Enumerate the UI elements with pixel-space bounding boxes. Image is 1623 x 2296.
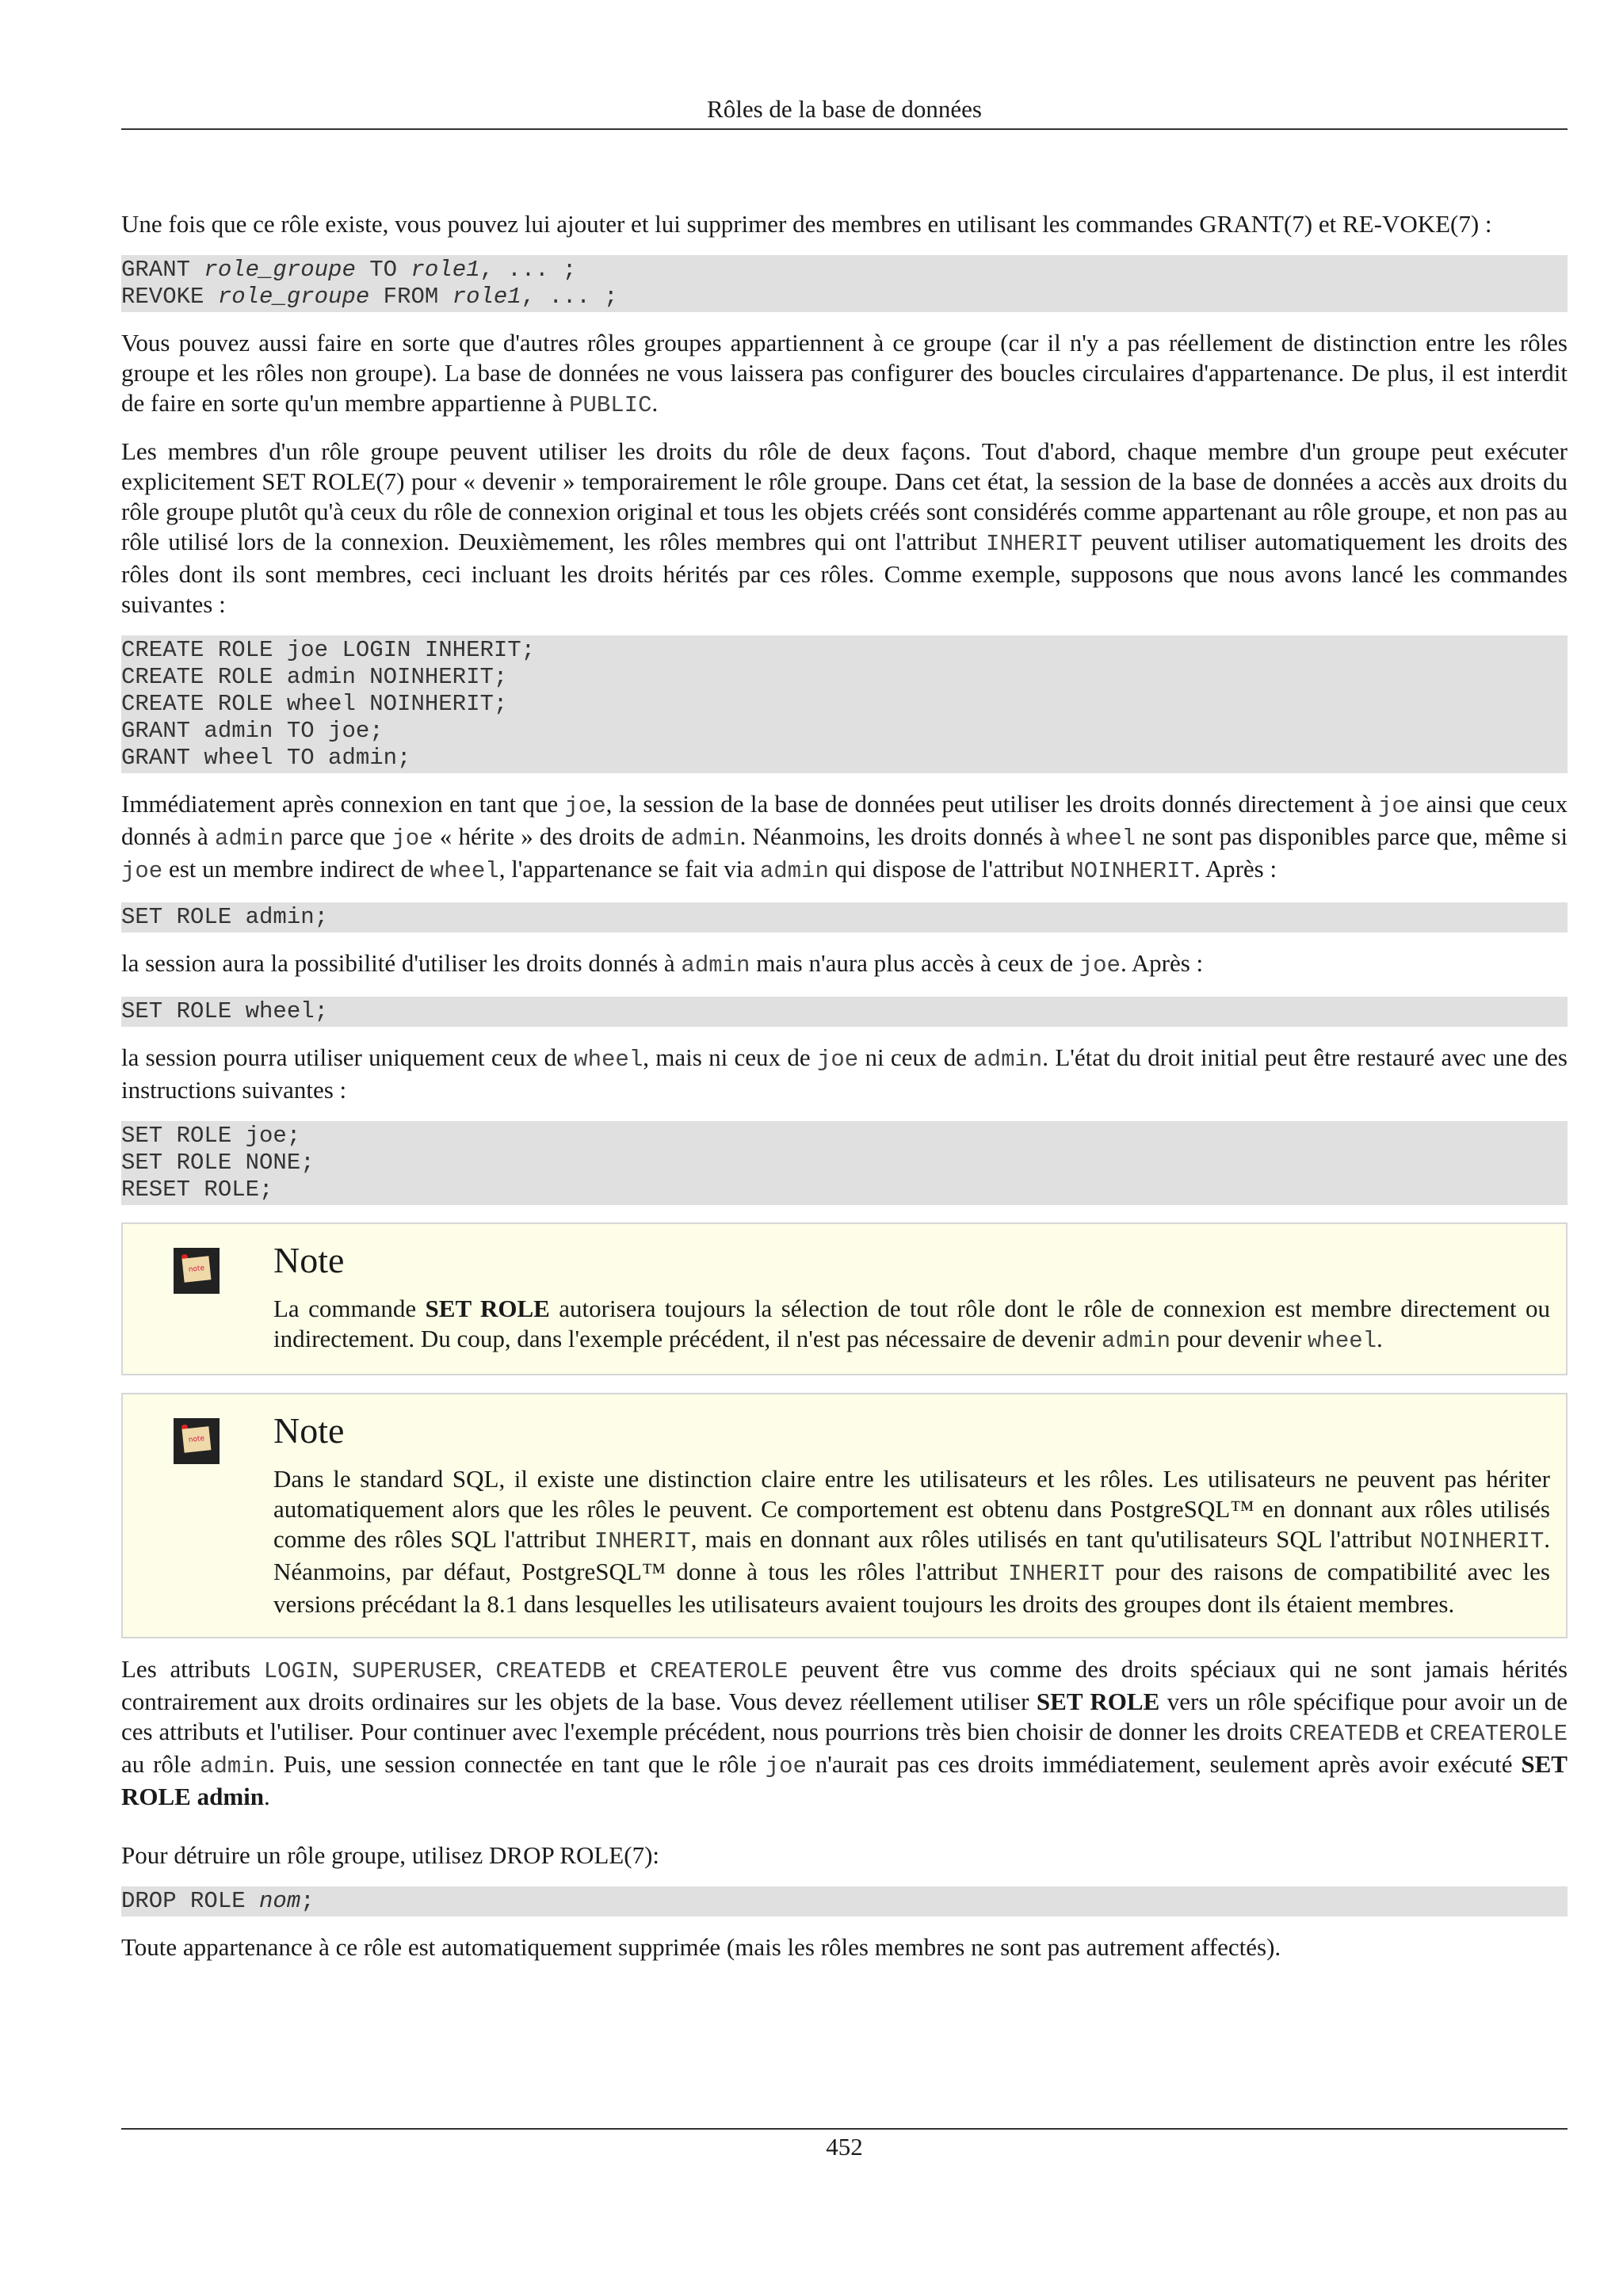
code-line: GRANT admin TO joe;	[121, 718, 384, 744]
inline-code: wheel	[1067, 826, 1136, 852]
code-line: DROP ROLE nom;	[121, 1888, 315, 1914]
inline-code: admin	[681, 952, 750, 978]
code-line: REVOKE role_groupe FROM role1, ... ;	[121, 284, 618, 310]
note-icon	[174, 1418, 220, 1464]
inline-code: SUPERUSER	[352, 1658, 476, 1684]
inline-code: PUBLIC	[569, 392, 652, 418]
inline-code: admin	[973, 1047, 1043, 1073]
inline-code: INHERIT	[594, 1528, 691, 1554]
inline-code: joe	[765, 1753, 807, 1779]
note-icon	[174, 1248, 220, 1294]
paragraph: la session pourra utiliser uniquement ceux de wheel, mais ni ceux de joe ni ceux de admin. L'état du droit initial peut être restauré avec une des instructions suivantes :	[121, 1043, 1568, 1104]
bold-text: SET ROLE	[1036, 1688, 1160, 1715]
paragraph: Les attributs LOGIN, SUPERUSER, CREATEDB et CREATEROLE peuvent être vus comme des droits spéciaux qui ne sont jamais hérités contrairement aux droits ordinaires sur les objets de la base. Vous devez réellement utiliser SET ROLE vers un rôle spécifique pour avoir un de ces attributs et l'utiliser. Pour continuer avec l'exemple précédent, nous pourrions très bien choisir de donner les droits CREATEDB et CREATEROLE au rôle admin. Puis, une session connectée en tant que le rôle joe n'aurait pas ces droits immédiatement, seulement après avoir exécuté SET ROLE admin.	[121, 1655, 1568, 1810]
italic-text: role1	[452, 284, 521, 310]
code-line: RESET ROLE;	[121, 1177, 273, 1203]
page-content	[121, 209, 1568, 1978]
code-block	[121, 635, 1568, 773]
bold-text: SET ROLE admin	[121, 1750, 1568, 1810]
inline-code: INHERIT	[986, 531, 1083, 557]
code-block	[121, 255, 1568, 312]
inline-code: joe	[391, 826, 433, 852]
note-icon-label: note	[182, 1426, 212, 1452]
paragraph: Pour détruire un rôle groupe, utilisez DROP ROLE(7):	[121, 1841, 660, 1869]
inline-code: LOGIN	[263, 1658, 333, 1684]
paragraph: Toute appartenance à ce rôle est automatiquement supprimée (mais les rôles membres ne sont pas autrement affectés).	[121, 1933, 1281, 1961]
running-header: Rôles de la base de données	[707, 95, 982, 123]
note-box	[121, 1393, 1568, 1638]
inline-code: CREATEDB	[1289, 1721, 1400, 1747]
code-line: GRANT role_groupe TO role1, ... ;	[121, 257, 577, 283]
note-icon-label: note	[182, 1256, 212, 1282]
inline-code: CREATEROLE	[650, 1658, 789, 1684]
italic-text: role_groupe	[217, 284, 370, 310]
paragraph: Une fois que ce rôle existe, vous pouvez lui ajouter et lui supprimer des membres en utilisant les commandes GRANT(7) et RE-VOKE(7) :	[121, 210, 1492, 238]
code-line: SET ROLE admin;	[121, 904, 329, 930]
inline-code: CREATEDB	[495, 1658, 606, 1684]
code-block	[121, 1121, 1568, 1205]
code-line: CREATE ROLE wheel NOINHERIT;	[121, 691, 508, 717]
code-block	[121, 997, 1568, 1027]
header-rule	[121, 128, 1568, 130]
paragraph: la session aura la possibilité d'utiliser les droits donnés à admin mais n'aura plus accès à ceux de joe. Après :	[121, 949, 1204, 978]
italic-text: role1	[411, 257, 480, 283]
code-line: GRANT wheel TO admin;	[121, 745, 411, 771]
inline-code: admin	[759, 858, 829, 884]
inline-code: admin	[670, 826, 740, 852]
code-line: SET ROLE NONE;	[121, 1150, 315, 1176]
note-title: Note	[273, 1240, 345, 1280]
paragraph: Les membres d'un rôle groupe peuvent utiliser les droits du rôle de deux façons. Tout d'abord, chaque membre d'un groupe peut exécuter explicitement SET ROLE(7) pour « devenir » temporairement le rôle groupe. Dans cet état, la session de la base de données a accès aux droits du rôle groupe plutôt qu'à ceux du rôle de connexion original et tous les objets créés sont considérés comme appartenant au rôle groupe, et non pas au rôle utilisé lors de la connexion. Deuxièmement, les rôles membres qui ont l'attribut INHERIT peuvent utiliser automatiquement les droits des rôles dont ils sont membres, ceci incluant les droits hérités par ces rôles. Comme exemple, supposons que nous avons lancé les commandes suivantes :	[121, 437, 1568, 618]
inline-code: wheel	[574, 1047, 643, 1073]
inline-code: admin	[1101, 1328, 1170, 1354]
inline-code: joe	[816, 1047, 859, 1073]
inline-code: joe	[1378, 793, 1420, 819]
code-block	[121, 902, 1568, 933]
code-line: CREATE ROLE joe LOGIN INHERIT;	[121, 637, 536, 663]
note-box	[121, 1222, 1568, 1375]
inline-code: admin	[200, 1753, 269, 1779]
inline-code: NOINHERIT	[1419, 1528, 1545, 1554]
inline-code: wheel	[430, 858, 499, 884]
inline-code: NOINHERIT	[1070, 858, 1194, 884]
code-line: CREATE ROLE admin NOINHERIT;	[121, 664, 508, 690]
code-line: SET ROLE joe;	[121, 1123, 301, 1149]
inline-code: joe	[564, 793, 606, 819]
inline-code: wheel	[1308, 1328, 1377, 1354]
inline-code: joe	[1079, 952, 1121, 978]
inline-code: admin	[214, 826, 284, 852]
italic-text: role_groupe	[204, 257, 356, 283]
note-body: Dans le standard SQL, il existe une distinction claire entre les utilisateurs et les rôles. Les utilisateurs ne peuvent pas hériter automatiquement alors que les rôles le peuvent. Ce comportement est obtenu dans PostgreSQL™ en donnant aux rôles utilisés comme des rôles SQL l'attribut INHERIT, mais en donnant aux rôles utilisés en tant qu'utilisateurs SQL l'attribut NOINHERIT. Néanmoins, par défaut, PostgreSQL™ donne à tous les rôles l'attribut INHERIT pour des raisons de compatibilité avec les versions précédant la 8.1 dans lesquelles les utilisateurs avaient toujours les droits des groupes dont ils étaient membres.	[273, 1465, 1550, 1618]
inline-code: joe	[121, 858, 163, 884]
code-block	[121, 1886, 1568, 1917]
paragraph: Vous pouvez aussi faire en sorte que d'autres rôles groupes appartiennent à ce groupe (car il n'y a pas réellement de distinction entre les rôles groupe et les rôles non groupe). La base de données ne vous laissera pas configurer des boucles circulaires d'appartenance. De plus, il est interdit de faire en sorte qu'un membre appartienne à PUBLIC.	[121, 329, 1568, 418]
inline-code: INHERIT	[1007, 1561, 1105, 1587]
footer-rule	[121, 2128, 1568, 2130]
inline-code: CREATEROLE	[1429, 1721, 1568, 1747]
bold-text: SET ROLE	[425, 1295, 550, 1322]
page-number: 452	[826, 2133, 863, 2161]
paragraph: Immédiatement après connexion en tant que joe, la session de la base de données peut utiliser les droits donnés directement à joe ainsi que ceux donnés à admin parce que joe « hérite » des droits de admin. Néanmoins, les droits donnés à wheel ne sont pas disponibles parce que, même si joe est un membre indirect de wheel, l'appartenance se fait via admin qui dispose de l'attribut NOINHERIT. Après :	[121, 790, 1568, 884]
code-line: SET ROLE wheel;	[121, 998, 329, 1024]
note-body: La commande SET ROLE autorisera toujours la sélection de tout rôle dont le rôle de connexion est membre directement ou indirectement. Du coup, dans l'exemple précédent, il n'est pas nécessaire de devenir admin pour devenir wheel.	[273, 1295, 1551, 1354]
note-title: Note	[273, 1410, 345, 1451]
italic-text: nom	[259, 1888, 301, 1914]
